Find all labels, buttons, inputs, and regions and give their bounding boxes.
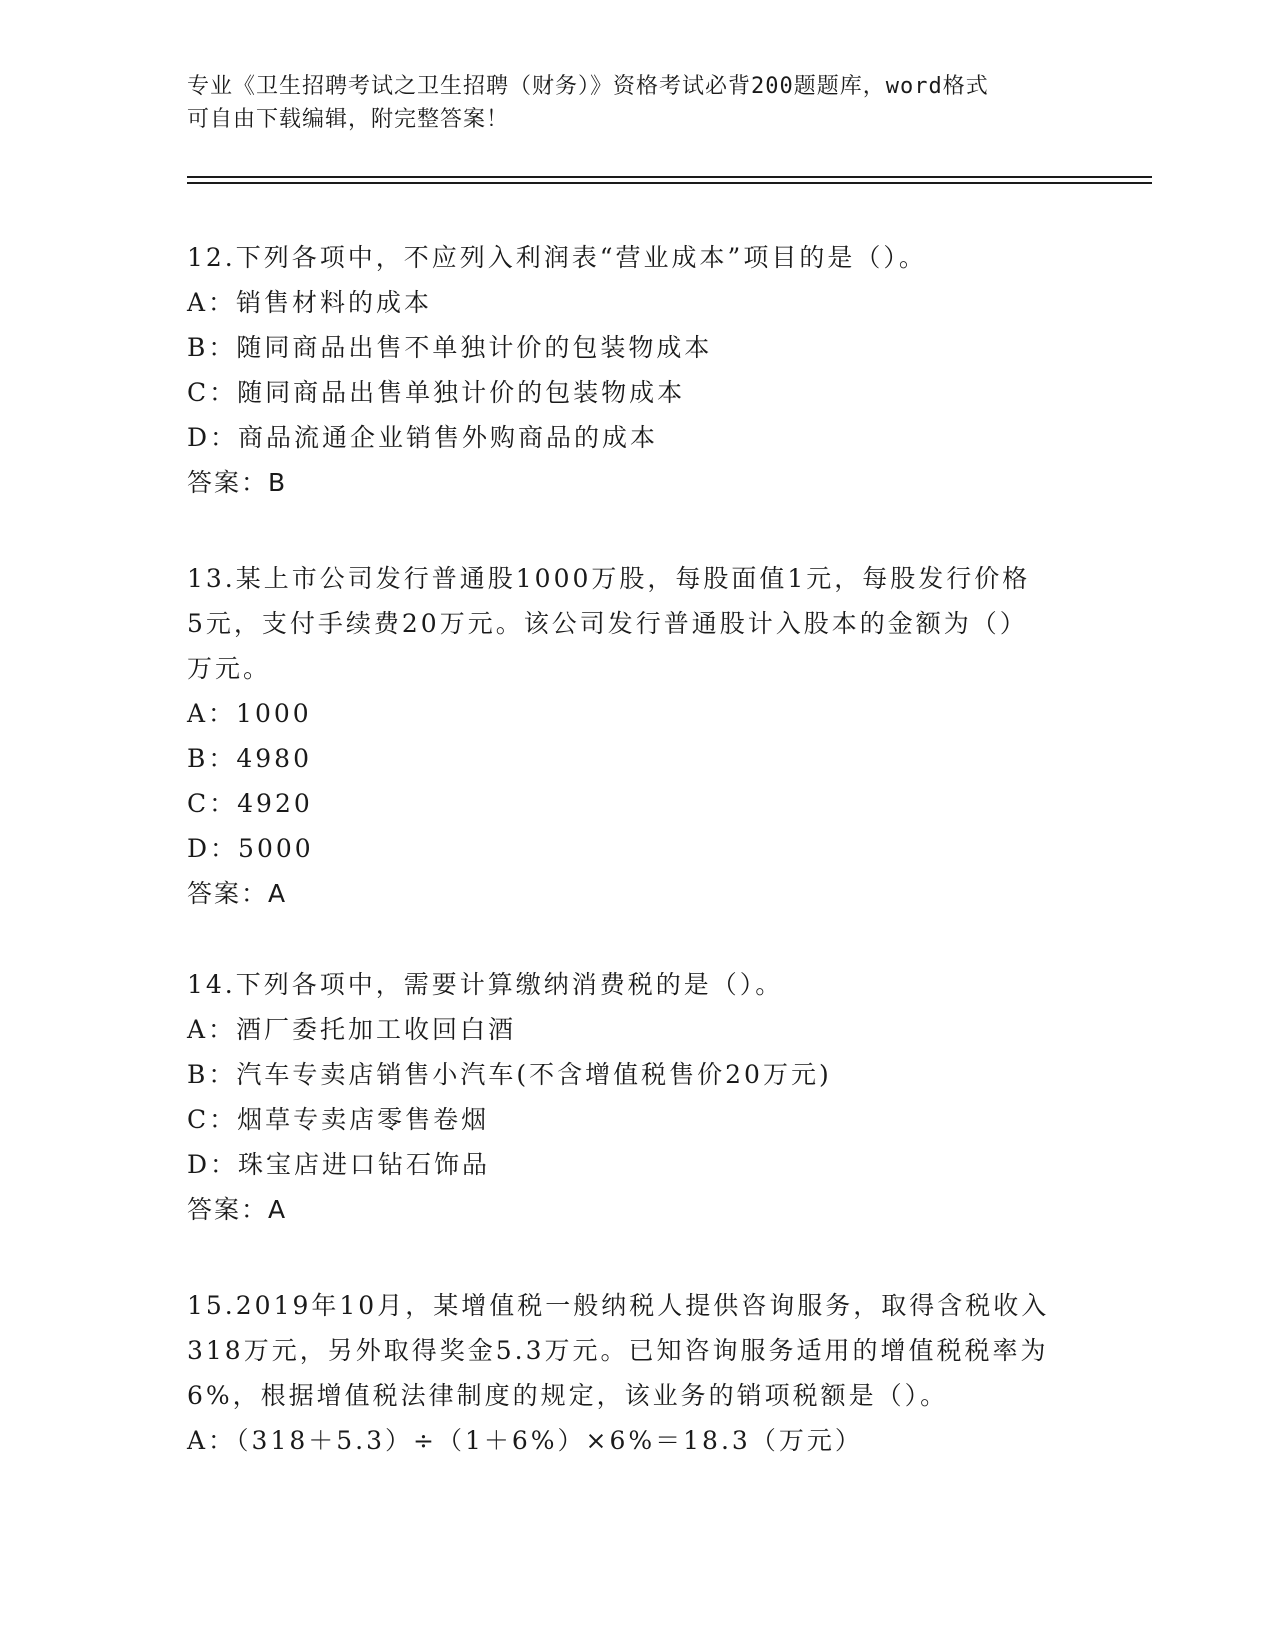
question-stem: 14.下列各项中，需要计算缴纳消费税的是（）。	[187, 970, 784, 999]
question-stem: 15.2019年10月，某增值税一般纳税人提供咨询服务，取得含税收入	[187, 1291, 1050, 1320]
option-b: B：4980	[187, 744, 312, 773]
question-stem: 万元。	[187, 654, 272, 683]
option-a: A：酒厂委托加工收回白酒	[187, 1015, 517, 1044]
answer: 答案：A	[187, 1195, 288, 1224]
option-b: B：汽车专卖店销售小汽车(不含增值税售价20万元)	[187, 1060, 832, 1089]
option-d: D：珠宝店进口钻石饰品	[187, 1150, 491, 1179]
option-a: A：1000	[187, 699, 312, 728]
question-stem: 6%，根据增值税法律制度的规定，该业务的销项税额是（）。	[187, 1381, 949, 1410]
option-b: B：随同商品出售不单独计价的包装物成本	[187, 333, 713, 362]
option-c: C：4920	[187, 789, 313, 818]
question-stem: 12.下列各项中，不应列入利润表“营业成本”项目的是（）。	[187, 243, 927, 272]
header-line-2: 可自由下载编辑，附完整答案！	[187, 107, 510, 132]
option-d: D：5000	[187, 834, 314, 863]
question-stem: 13.某上市公司发行普通股1000万股，每股面值1元，每股发行价格	[187, 564, 1031, 593]
document-header	[187, 70, 1087, 136]
question-block	[187, 235, 1087, 505]
option-a: A：（318＋5.3）÷（1＋6%）×6%＝18.3（万元）	[187, 1426, 863, 1455]
question-block	[187, 1283, 1087, 1463]
answer: 答案：A	[187, 879, 288, 908]
option-a: A：销售材料的成本	[187, 288, 433, 317]
header-divider	[187, 176, 1152, 178]
question-block	[187, 556, 1087, 916]
question-stem: 5元，支付手续费20万元。该公司发行普通股计入股本的金额为（）	[187, 609, 1028, 638]
option-d: D：商品流通企业销售外购商品的成本	[187, 423, 659, 452]
header-line-1: 专业《卫生招聘考试之卫生招聘（财务）》资格考试必背200题题库，word格式	[187, 74, 989, 99]
question-block	[187, 962, 1087, 1232]
header-divider	[187, 182, 1152, 184]
question-stem: 318万元，另外取得奖金5.3万元。已知咨询服务适用的增值税税率为	[187, 1336, 1049, 1365]
option-c: C：烟草专卖店零售卷烟	[187, 1105, 490, 1134]
answer: 答案：B	[187, 468, 288, 497]
option-c: C：随同商品出售单独计价的包装物成本	[187, 378, 686, 407]
